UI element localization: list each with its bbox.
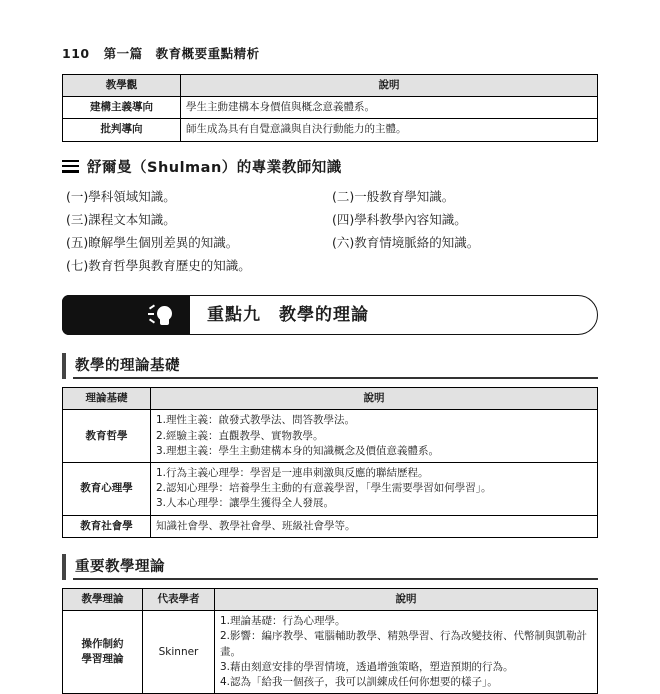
desc-line: 3.藉由刻意安排的學習情境，透過增強策略，塑造預期的行為。 [220, 660, 514, 673]
cell-view: 批判導向 [63, 119, 181, 141]
banner-heading: 教學的理論 [279, 305, 369, 326]
desc-line: 4.認為「給我一個孩子，我可以訓練成任何你想要的樣子」。 [220, 676, 498, 688]
section-heading-basis [62, 353, 598, 379]
cell-desc [151, 410, 598, 463]
list-item: (二)一般教育學知識。 [332, 188, 455, 204]
table-header-row [63, 588, 598, 610]
section-heading-shulman [62, 156, 598, 177]
list-item: (五)瞭解學生個別差異的知識。 [66, 234, 239, 250]
desc-line: 3.理想主義：學生主動建構本身的知識概念及價值意義體系。 [156, 444, 440, 457]
list-item: (七)教育哲學與教育歷史的知識。 [66, 258, 251, 274]
table-row [63, 611, 598, 694]
cell-view: 建構主義導向 [63, 97, 181, 119]
list-column-left [66, 185, 332, 278]
theory-basis-table [62, 387, 598, 538]
column-header-view: 教學觀 [63, 75, 181, 97]
column-header-desc: 說明 [151, 388, 598, 410]
table-row [63, 463, 598, 516]
cell-desc: 師生成為具有自覺意識與自決行動能力的主體。 [181, 119, 598, 141]
table-header-row [63, 388, 598, 410]
column-header-desc: 說明 [181, 75, 598, 97]
cell-desc [151, 515, 598, 537]
desc-line: 1.理性主義：啟發式教學法、問答教學法。 [156, 414, 356, 427]
cell-desc: 學生主動建構本身價值與概念意義體系。 [181, 97, 598, 119]
cell-basis: 教育哲學 [63, 410, 151, 463]
cell-basis: 教育心理學 [63, 463, 151, 516]
chapter-banner [62, 295, 598, 339]
desc-line: 1.理論基礎：行為心理學。 [220, 615, 346, 628]
running-head-title: 第一篇 教育概要重點精析 [103, 46, 260, 61]
list-item: (三)課程文本知識。 [66, 211, 176, 227]
table-header-row [63, 75, 598, 97]
important-theories-table [62, 588, 598, 694]
table-row [63, 119, 598, 141]
column-header-basis: 理論基礎 [63, 388, 151, 410]
section-title: 教學的理論基礎 [73, 353, 190, 379]
desc-line: 2.認知心理學：培養學生主動的有意義學習，「學生需要學習如何學習」。 [156, 482, 492, 495]
banner-label: 重點九 [207, 305, 261, 326]
desc-line: 知識社會學、教學社會學、班級社會學等。 [156, 519, 356, 532]
desc-line: 2.經驗主義：直觀教學、實物教學。 [156, 429, 324, 442]
list-item: (一)學科領域知識。 [66, 188, 176, 204]
desc-line: 3.人本心理學：讓學生獲得全人發展。 [156, 497, 335, 510]
cell-desc [151, 463, 598, 516]
list-column-right [332, 185, 598, 278]
table-row [63, 410, 598, 463]
cell-theory [63, 611, 143, 694]
page-number: 110 [62, 46, 90, 61]
column-header-theory: 教學理論 [63, 588, 143, 610]
heading-rule [190, 377, 598, 379]
heading-rule [175, 578, 598, 580]
teaching-view-table [62, 74, 598, 142]
column-header-desc: 說明 [215, 588, 598, 610]
list-item: (六)教育情境脈絡的知識。 [332, 234, 480, 250]
cell-basis: 教育社會學 [63, 515, 151, 537]
three-bars-icon [62, 158, 79, 175]
desc-line: 2.影響：編序教學、電腦輔助教學、精熟學習、行為改變技術、代幣制與凱勒計畫。 [220, 630, 588, 658]
cell-scholar: Skinner [143, 611, 215, 694]
banner-title [207, 295, 369, 335]
cell-desc [215, 611, 598, 694]
shulman-knowledge-list [66, 185, 598, 278]
table-row [63, 515, 598, 537]
running-head [62, 44, 598, 62]
section-title: 舒爾曼（Shulman）的專業教師知識 [87, 159, 342, 176]
table-row [63, 97, 598, 119]
lightbulb-icon [155, 302, 174, 326]
theory-line: 學習理論 [81, 653, 124, 666]
desc-line: 1.行為主義心理學：學習是一連串刺激與反應的聯結歷程。 [156, 467, 429, 480]
section-heading-theories [62, 554, 598, 580]
list-item: (四)學科教學內容知識。 [332, 211, 467, 227]
column-header-scholar: 代表學者 [143, 588, 215, 610]
theory-line: 操作制約 [81, 637, 124, 650]
section-title: 重要教學理論 [73, 554, 175, 580]
banner-tab [62, 295, 190, 335]
